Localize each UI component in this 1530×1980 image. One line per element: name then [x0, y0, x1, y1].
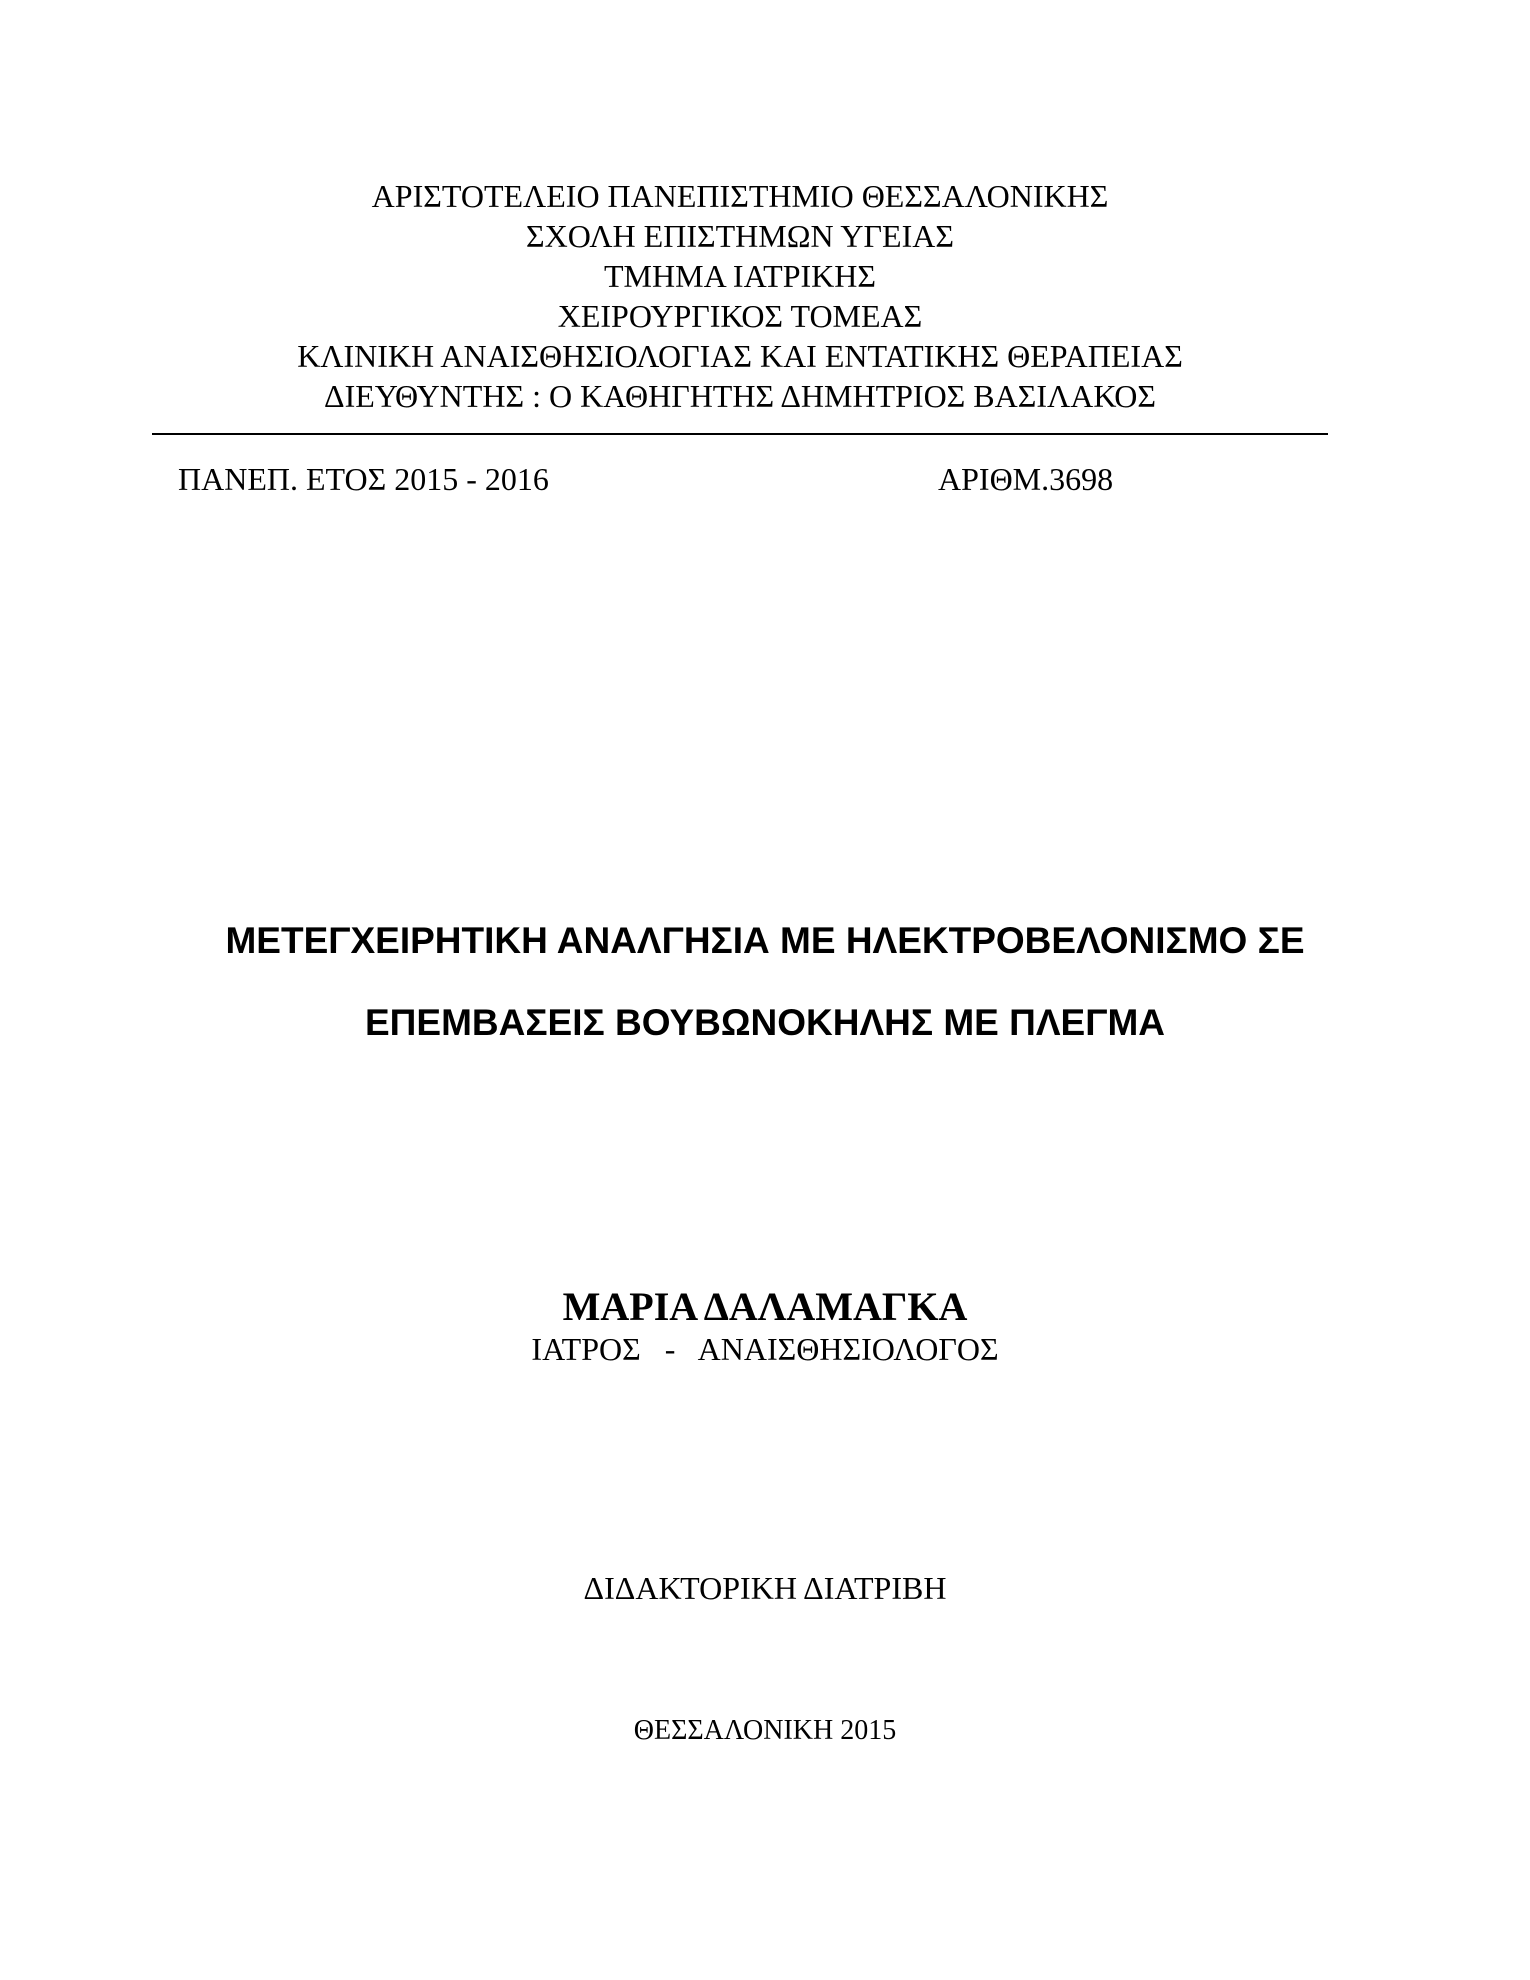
academic-year: ΠΑΝΕΠ. ΕΤΟΣ 2015 - 2016 [178, 461, 549, 497]
header-divider [152, 433, 1328, 435]
clinic-name: ΚΛΙΝΙΚΗ ΑΝΑΙΣΘΗΣΙΟΛΟΓΙΑΣ ΚΑΙ ΕΝΤΑΤΙΚΗΣ ΘΕΡΑΠΕΙΑΣ [297, 338, 1183, 374]
school-name: ΣΧΟΛΗ ΕΠΙΣΤΗΜΩΝ ΥΓΕΙΑΣ [526, 218, 954, 254]
thesis-title-line-2: ΕΠΕΜΒΑΣΕΙΣ ΒΟΥΒΩΝΟΚΗΛΗΣ ΜΕ ΠΛΕΓΜΑ [365, 1002, 1165, 1043]
place-and-year: ΘΕΣΣΑΛΟΝΙΚΗ 2015 [633, 1715, 897, 1746]
document-type: ΔΙΔΑΚΤΟΡΙΚΗ ΔΙΑΤΡΙΒΗ [583, 1570, 947, 1606]
institution-header [150, 176, 1330, 416]
author-name: ΜΑΡΙΑ ΔΑΛΑΜΑΓΚΑ [562, 1284, 968, 1329]
university-name: ΑΡΙΣΤΟΤΕΛΕΙΟ ΠΑΝΕΠΙΣΤΗΜΙΟ ΘΕΣΣΑΛΟΝΙΚΗΣ [371, 178, 1109, 214]
sector-name: ΧΕΙΡΟΥΡΓΙΚΟΣ ΤΟΜΕΑΣ [557, 298, 923, 334]
thesis-title-line-1: ΜΕΤΕΓΧΕΙΡΗΤΙΚΗ ΑΝΑΛΓΗΣΙΑ ΜΕ ΗΛΕΚΤΡΟΒΕΛΟΝΙΣΜΟ ΣΕ [225, 920, 1305, 961]
thesis-number: ΑΡΙΘΜ.3698 [938, 461, 1114, 497]
thesis-title [100, 900, 1430, 1064]
director-line: ΔΙΕΥΘΥΝΤΗΣ : Ο ΚΑΘΗΓΗΤΗΣ ΔΗΜΗΤΡΙΟΣ ΒΑΣΙΛΑΚΟΣ [324, 378, 1156, 414]
author-profession: ΙΑΤΡΟΣ - ΑΝΑΙΣΘΗΣΙΟΛΟΓΟΣ [531, 1331, 999, 1367]
department-name: ΤΜΗΜΑ ΙΑΤΡΙΚΗΣ [604, 258, 876, 294]
